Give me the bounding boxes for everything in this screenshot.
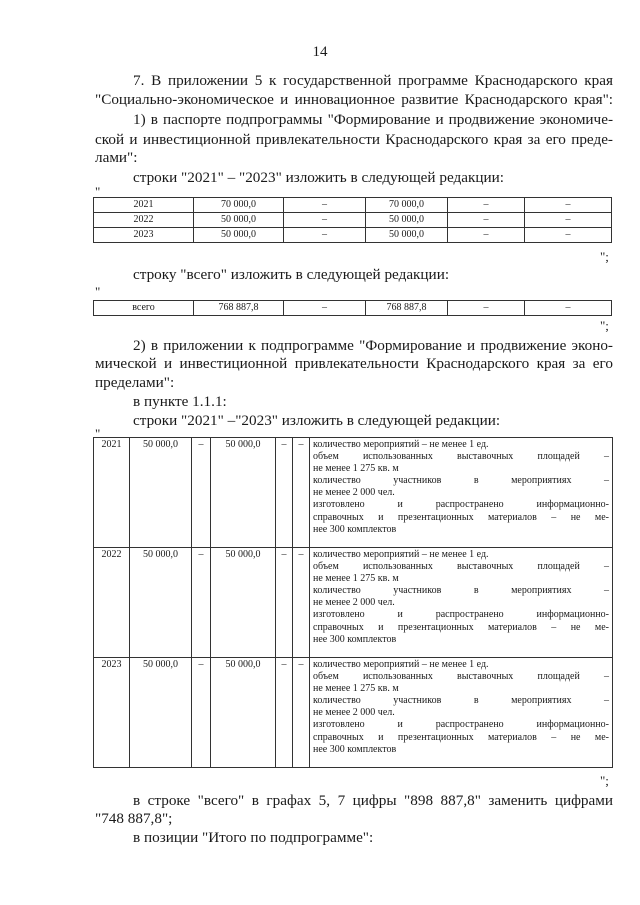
cell-regional: 50 000,0	[211, 438, 276, 548]
cell-year: 2023	[94, 658, 130, 768]
table-row	[94, 228, 612, 243]
close-quote-2: ";	[600, 318, 609, 333]
table-row	[94, 548, 613, 658]
open-quote-3: "	[95, 426, 101, 441]
table-row	[94, 658, 613, 768]
table-row	[94, 213, 612, 228]
table-row	[94, 301, 612, 316]
cell-federal: –	[284, 228, 366, 243]
open-quote-2: "	[95, 284, 101, 299]
cell-extra: –	[525, 228, 612, 243]
indicator-line: изготовлено и распространено информационно-	[313, 719, 609, 731]
cell-federal: –	[192, 548, 211, 658]
cell-total: 50 000,0	[130, 548, 192, 658]
table-row	[94, 438, 613, 548]
para2-line3: лами":	[95, 149, 138, 166]
cell-federal: –	[192, 438, 211, 548]
cell-extra: –	[525, 198, 612, 213]
cell-indicators	[310, 438, 613, 548]
para2-line2: ской и инвестиционной привлекательности Краснодарского края за его преде-	[95, 131, 613, 148]
para1-line2: "Социально-экономическое и инновационное развитие Краснодарского края":	[95, 91, 613, 108]
indicator-line: нее 300 комплектов	[313, 743, 397, 755]
cell-local: –	[448, 198, 525, 213]
cell-federal: –	[192, 658, 211, 768]
lead-rows-text: строки "2021" – "2023" изложить в следующей редакции:	[133, 169, 504, 186]
cell-year: 2021	[94, 438, 130, 548]
cell-regional: 50 000,0	[211, 548, 276, 658]
cell-extra: –	[525, 301, 612, 316]
indicator-line: нее 300 комплектов	[313, 523, 397, 535]
indicator-line: справочных и презентационных материалов – не ме-	[313, 731, 609, 743]
para3-line3: пределами":	[95, 374, 175, 391]
para2-line1: 1) в паспорте подпрограммы "Формирование и продвижение экономиче-	[133, 111, 613, 128]
close-quote-3: ";	[600, 773, 609, 788]
indicator-line: объем использованных выставочных площадей –	[313, 671, 609, 683]
cell-extra: –	[293, 438, 310, 548]
indicator-line: не менее 1 275 кв. м	[313, 573, 399, 585]
cell-year: 2023	[94, 228, 194, 243]
cell-total: 50 000,0	[130, 438, 192, 548]
cell-total: 70 000,0	[194, 198, 284, 213]
indicator-line: количество мероприятий – не менее 1 ед.	[313, 659, 489, 670]
indicator-line: изготовлено и распространено информационно-	[313, 499, 609, 511]
indicator-line: не менее 2 000 чел.	[313, 707, 395, 719]
lead-total-text: строку "всего" изложить в следующей редакции:	[133, 266, 450, 283]
indicator-line: объем использованных выставочных площадей –	[313, 451, 609, 463]
para1-line1: 7. В приложении 5 к государственной программе Краснодарского края	[133, 72, 613, 89]
para3-line1: 2) в приложении к подпрограмме "Формирование и продвижение эконо-	[133, 337, 613, 354]
indicator-line: справочных и презентационных материалов – не ме-	[313, 511, 609, 523]
item-text: в пункте 1.1.1:	[133, 393, 227, 410]
indicator-line: не менее 1 275 кв. м	[313, 683, 399, 695]
table-row	[94, 198, 612, 213]
indicator-line: количество мероприятий – не менее 1 ед.	[313, 439, 489, 450]
indicator-line: справочных и презентационных материалов – не ме-	[313, 621, 609, 633]
close-quote-1: ";	[600, 249, 609, 264]
cell-total: 50 000,0	[194, 213, 284, 228]
cell-indicators	[310, 548, 613, 658]
cell-regional: 50 000,0	[366, 228, 448, 243]
indicator-line: не менее 2 000 чел.	[313, 597, 395, 609]
cell-year: 2022	[94, 548, 130, 658]
cell-local: –	[448, 301, 525, 316]
cell-year: 2021	[94, 198, 194, 213]
cell-federal: –	[284, 213, 366, 228]
cell-extra: –	[293, 658, 310, 768]
cell-regional: 70 000,0	[366, 198, 448, 213]
cell-local: –	[276, 658, 293, 768]
indicator-line: количество участников в мероприятиях –	[313, 695, 609, 707]
lead-rows-text-2: строки "2021" –"2023" изложить в следующей редакции:	[133, 412, 501, 429]
indicator-line: не менее 1 275 кв. м	[313, 463, 399, 475]
appendix-rows-table	[93, 437, 613, 768]
cell-local: –	[448, 228, 525, 243]
cell-total: 768 887,8	[194, 301, 284, 316]
cell-year: 2022	[94, 213, 194, 228]
para3-line2: мической и инвестиционной привлекательности Краснодарского края за его	[95, 355, 613, 372]
indicator-line: объем использованных выставочных площадей –	[313, 561, 609, 573]
page-number: 14	[312, 44, 328, 60]
indicator-line: нее 300 комплектов	[313, 633, 397, 645]
passport-rows-table	[93, 197, 612, 243]
cell-extra: –	[525, 213, 612, 228]
cell-federal: –	[284, 301, 366, 316]
indicator-line: не менее 2 000 чел.	[313, 487, 395, 499]
para4-line1: в строке "всего" в графах 5, 7 цифры "898 887,8" заменить цифрами	[133, 792, 613, 809]
indicator-line: количество участников в мероприятиях –	[313, 585, 609, 597]
cell-local: –	[276, 548, 293, 658]
cell-local: –	[448, 213, 525, 228]
indicator-line: количество мероприятий – не менее 1 ед.	[313, 549, 489, 560]
indicator-line: изготовлено и распространено информационно-	[313, 609, 609, 621]
indicator-line: количество участников в мероприятиях –	[313, 475, 609, 487]
cell-regional: 50 000,0	[211, 658, 276, 768]
cell-total: 50 000,0	[130, 658, 192, 768]
cell-regional: 768 887,8	[366, 301, 448, 316]
cell-regional: 50 000,0	[366, 213, 448, 228]
cell-federal: –	[284, 198, 366, 213]
cell-extra: –	[293, 548, 310, 658]
cell-local: –	[276, 438, 293, 548]
cell-total: 50 000,0	[194, 228, 284, 243]
open-quote: "	[95, 184, 101, 199]
row-label: всего	[94, 301, 194, 316]
passport-total-table	[93, 300, 612, 316]
cell-indicators	[310, 658, 613, 768]
para5: в позиции "Итого по подпрограмме":	[133, 829, 374, 846]
para4-line2: "748 887,8";	[95, 810, 173, 827]
